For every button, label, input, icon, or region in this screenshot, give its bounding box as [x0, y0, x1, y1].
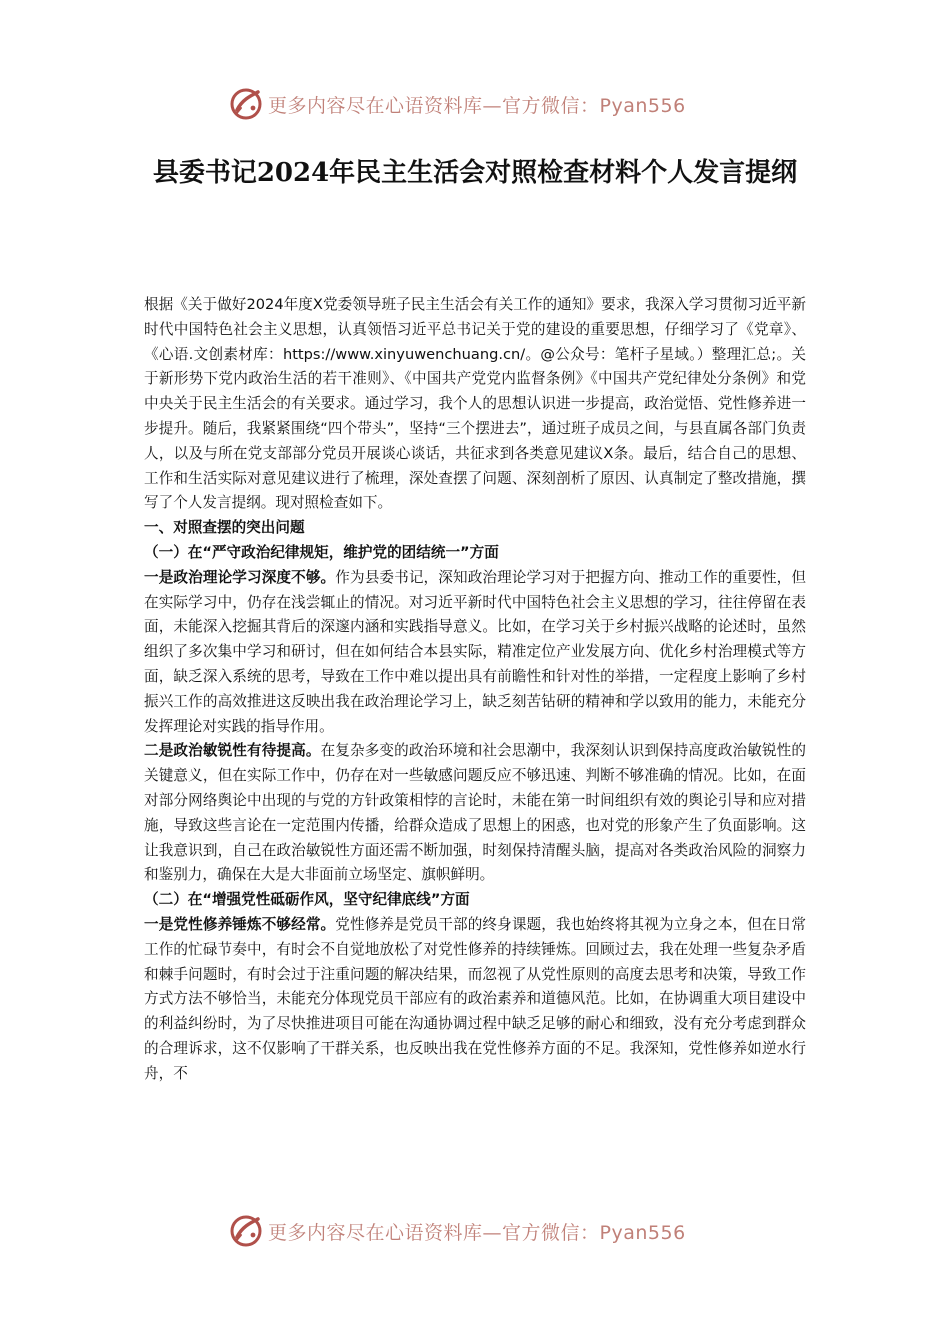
watermark-top — [228, 84, 728, 124]
subsection-heading: （二）在“增强党性砥砺作风，坚守纪律底线”方面 — [144, 891, 470, 909]
section-heading: 一、对照查摆的突出问题 — [144, 519, 305, 537]
paragraph — [144, 566, 806, 740]
watermark-bottom — [228, 1211, 728, 1251]
subsection-heading: （一）在“严守政治纪律规矩，维护党的团结统一”方面 — [144, 543, 499, 561]
paragraph-text: 党性修养是党员干部的终身课题，我也始终将其视为立身之本，但在日常工作的忙碌节奏中，有时会不自觉地放松了对党性修养的持续锤炼。回顾过去，我在处理一些复杂矛盾和棘手问题时，有时会过于注重问题的解决结果，而忽视了从党性原则的高度去思考和决策，导致工作方式方法不够恰当，未能充分体现党员干部应有的政治素养和道德风范。比如，在协调重大项目建设中的利益纠纷时，为了尽快推进项目可能在沟通协调过程中缺乏足够的耐心和细致，没有充分考虑到群众的合理诉求，这不仅影响了干群关系，也反映出我在党性修养方面的不足。我深知，党性修养如逆水行舟，不 — [144, 915, 806, 1082]
brush-logo-icon — [228, 86, 264, 122]
brush-logo-icon — [228, 1213, 264, 1249]
paragraph-lead: 一是政治理论学习深度不够。 — [144, 568, 336, 586]
watermark-wechat-id: Pyan556 — [599, 1221, 686, 1244]
document-title: 县委书记2024年民主生活会对照检查材料个人发言提纲 — [152, 158, 798, 188]
paragraph-lead: 一是党性修养锤炼不够经常。 — [144, 915, 336, 933]
paragraph — [144, 739, 806, 888]
paragraph-text: 在复杂多变的政治环境和社会思潮中，我深刻认识到保持高度政治敏锐性的关键意义，但在实际工作中，仍存在对一些敏感问题反应不够迅速、判断不够准确的情况。比如，在面对部分网络舆论中出现的与党的方针政策相悖的言论时，未能在第一时间组织有效的舆论引导和应对措施，导致这些言论在一定范围内传播，给群众造成了思想上的困惑，也对党的形象产生了负面影响。这让我意识到，自己在政治敏锐性方面还需不断加强，时刻保持清醒头脑，提高对各类政治风险的洞察力和鉴别力，确保在大是大非面前立场坚定、旗帜鲜明。 — [144, 742, 806, 884]
watermark-text: 更多内容尽在心语资料库—官方微信：Pyan556 — [268, 94, 686, 117]
watermark-wechat-id: Pyan556 — [599, 94, 686, 117]
watermark-text: 更多内容尽在心语资料库—官方微信：Pyan556 — [268, 1221, 686, 1244]
paragraph-text: 作为县委书记，深知政治理论学习对于把握方向、推动工作的重要性，但在实际学习中，仍存在浅尝辄止的情况。对习近平新时代中国特色社会主义思想的学习，往往停留在表面，未能深入挖掘其背后的深邃内涵和实践指导意义。比如，在学习关于乡村振兴战略的论述时，虽然组织了多次集中学习和研讨，但在如何结合本县实际，精准定位产业发展方向、优化乡村治理模式等方面，缺乏深入系统的思考，导致在工作中难以提出具有前瞻性和针对性的举措，一定程度上影响了乡村振兴工作的高效推进这反映出我在政治理论学习上，缺乏刻苦钻研的精神和学以致用的能力，未能充分发挥理论对实践的指导作用。 — [144, 568, 806, 735]
paragraph-lead: 二是政治敏锐性有待提高。 — [144, 742, 321, 760]
paragraph — [144, 913, 806, 1087]
document-body — [144, 293, 806, 1087]
intro-paragraph: 根据《关于做好2024年度X党委领导班子民主生活会有关工作的通知》要求，我深入学习贯彻习近平新时代中国特色社会主义思想，认真领悟习近平总书记关于党的建设的重要思想，仔细学习了《党章》、《心语.文创素材库：https://www.xinyuwenchuang.cn/。@公众号：笔杆子星域。）整理汇总;。关于新形势下党内政治生活的若干准则》、《中国共产党党内监督条例》《中国共产党纪律处分条例》和党中央关于民主生活会的有关要求。通过学习，我个人的思想认识进一步提高，政治觉悟、党性修养进一步提升。随后，我紧紧围绕“四个带头”，坚持“三个摆进去”，通过班子成员之间，与县直属各部门负责人，以及与所在党支部部分党员开展谈心谈话，共征求到各类意见建议X条。最后，结合自己的思想、工作和生活实际对意见建议进行了梳理，深处查摆了问题、深刻剖析了原因、认真制定了整改措施，撰写了个人发言提纲。现对照检查如下。 — [144, 296, 806, 512]
